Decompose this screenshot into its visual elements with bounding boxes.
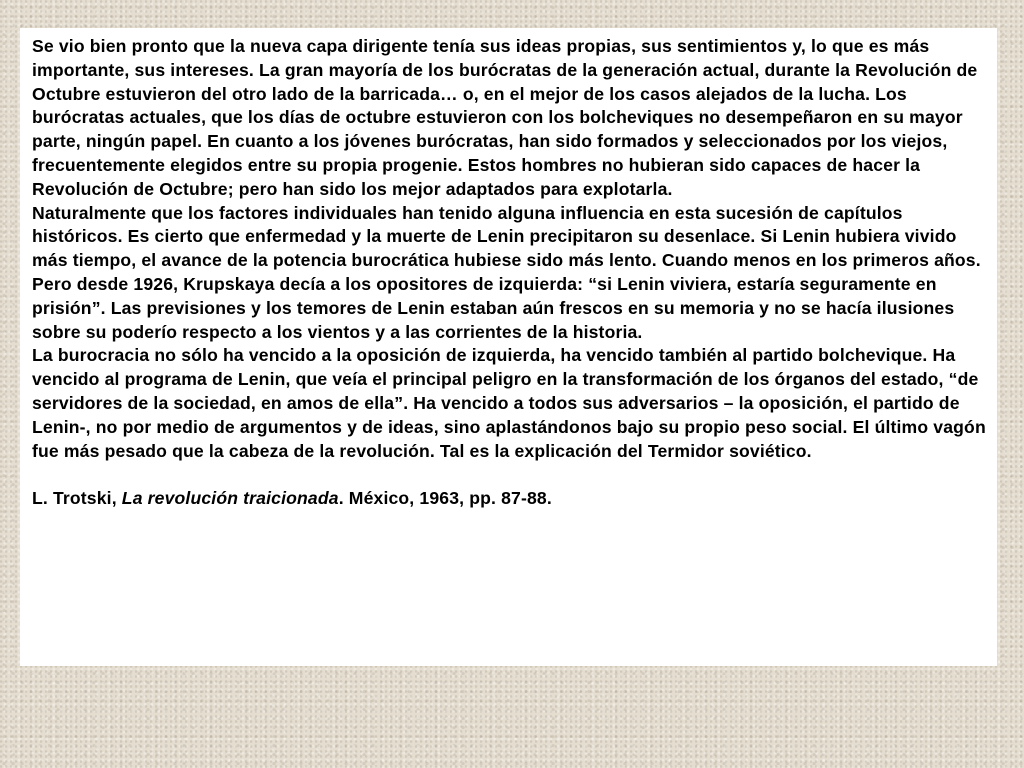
slide-content-panel <box>20 28 997 666</box>
citation-details: . México, 1963, pp. 87-88. <box>338 488 552 509</box>
citation <box>32 487 987 511</box>
citation-title: La revolución traicionada <box>121 488 339 509</box>
quote-paragraph-1: Se vio bien pronto que la nueva capa dirigente tenía sus ideas propias, sus sentimientos y, lo que es más importante, sus intereses. La gran mayoría de los burócratas de la generación actual, durante la Revolución de Octubre estuvieron del otro lado de la barricada… o, en el mejor de los casos alejados de la lucha. Los burócratas actuales, que los días de octubre estuvieron con los bolcheviques no desempeñaron en su mayor parte, ningún papel. En cuanto a los jóvenes burócratas, han sido formados y seleccionados por los viejos, frecuentemente elegidos entre su propia progenie. Estos hombres no hubieran sido capaces de hacer la Revolución de Octubre; pero han sido los mejor adaptados para explotarla. <box>32 36 978 199</box>
spacer <box>32 463 987 487</box>
quote-paragraph-3: La burocracia no sólo ha vencido a la oposición de izquierda, ha vencido también al partido bolchevique. Ha vencido al programa de Lenin, que veía el principal peligro en la transformación de los órganos del estado, “de servidores de la sociedad, en amos de ella”. Ha vencido a todos sus adversarios – la oposición, el partido de Lenin-, no por medio de argumentos y de ideas, sino aplastándonos bajo su propio peso social. El último vagón fue más pesado que la cabeza de la revolución. Tal es la explicación del Termidor soviético. <box>32 345 986 461</box>
quote-paragraph-2: Naturalmente que los factores individuales han tenido alguna influencia en esta sucesión de capítulos históricos. Es cierto que enfermedad y la muerte de Lenin precipitaron su desenlace. Si Lenin hubiera vivido más tiempo, el avance de la potencia burocrática hubiese sido más lento. Cuando menos en los primeros años. Pero desde 1926, Krupskaya decía a los opositores de izquierda: “si Lenin viviera, estaría seguramente en prisión”. Las previsiones y los temores de Lenin estaban aún frescos en su memoria y no se hacía ilusiones sobre su poderío respecto a los vientos y a las corrientes de la historia. <box>32 202 981 342</box>
citation-separator: , <box>111 488 122 509</box>
citation-author: L. Trotski <box>32 488 112 509</box>
